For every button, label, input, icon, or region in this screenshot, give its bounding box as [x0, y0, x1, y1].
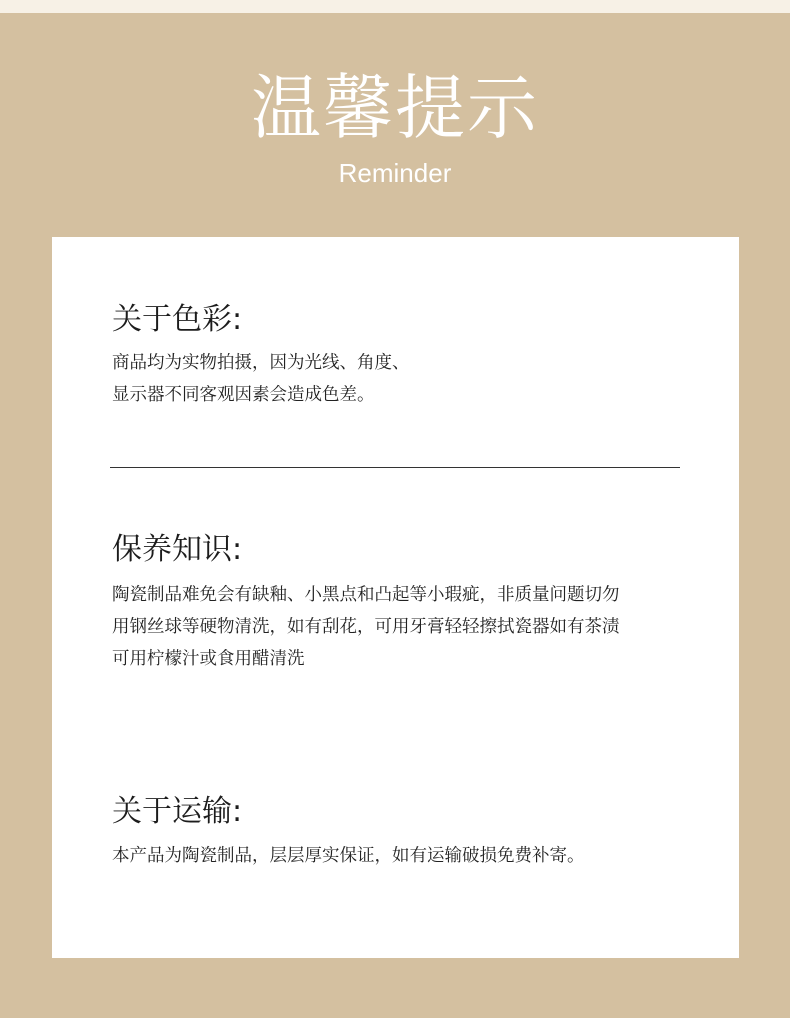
care-section-line: 用钢丝球等硬物清洗，如有刮花，可用牙膏轻轻擦拭瓷器如有茶渍 [112, 617, 620, 637]
color-section-body [112, 347, 712, 411]
shipping-section-title: 关于运输: [112, 794, 243, 829]
reminder-card [52, 237, 739, 958]
top-strip [0, 0, 790, 13]
care-section-line: 陶瓷制品难免会有缺釉、小黑点和凸起等小瑕疵，非质量问题切勿 [112, 585, 620, 605]
page-subtitle: Reminder [338, 158, 452, 188]
page-title: 温馨提示 [251, 67, 539, 149]
color-section-line: 商品均为实物拍摄，因为光线、角度、 [112, 353, 410, 373]
care-section-body [112, 579, 712, 675]
care-section-line: 可用柠檬汁或食用醋清洗 [112, 649, 305, 669]
color-section-title: 关于色彩: [112, 302, 243, 337]
care-section-title: 保养知识: [112, 532, 243, 567]
color-section-line: 显示器不同客观因素会造成色差。 [112, 385, 375, 405]
section-divider [110, 467, 680, 468]
shipping-section-body [112, 840, 712, 872]
shipping-section-line: 本产品为陶瓷制品，层层厚实保证，如有运输破损免费补寄。 [112, 846, 585, 866]
